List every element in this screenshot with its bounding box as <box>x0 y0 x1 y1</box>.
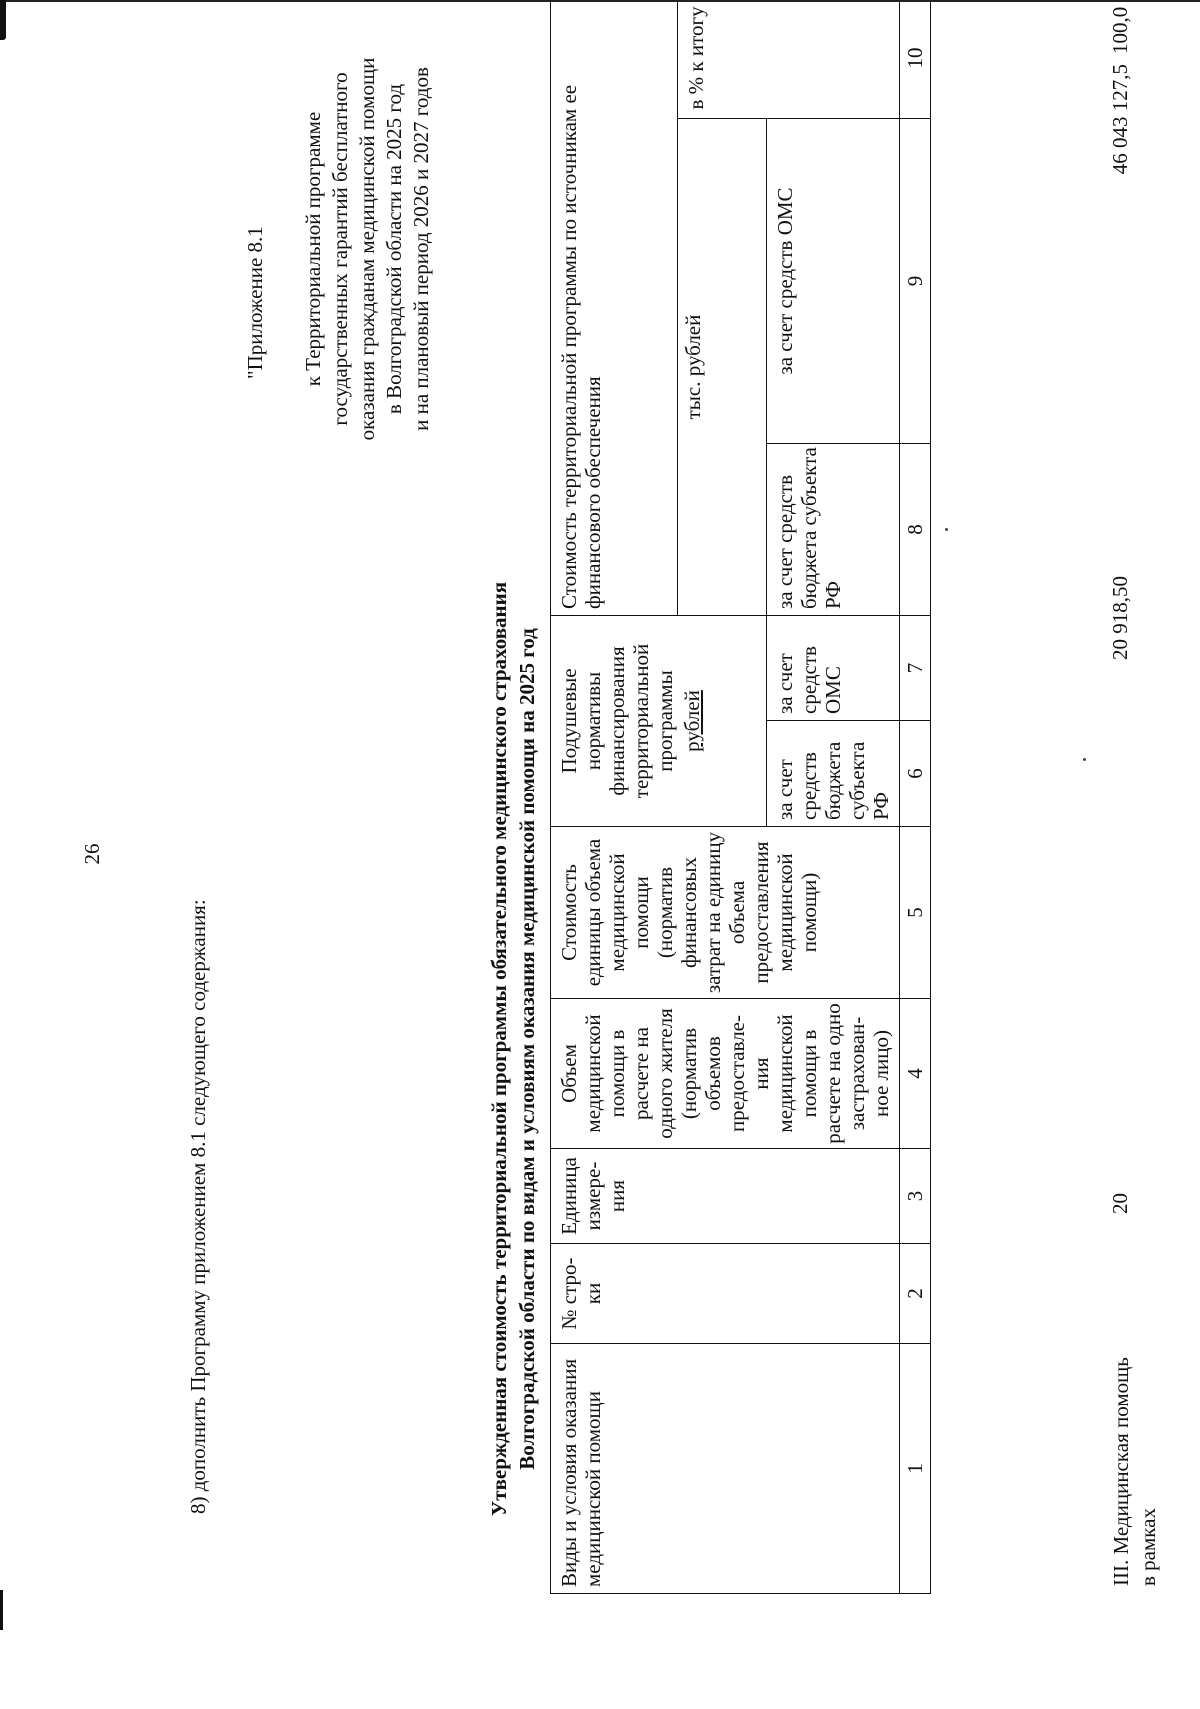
column-number-cell: 7 <box>900 616 931 721</box>
header-col8-budget: за счет средств бюджета субъекта РФ <box>767 444 900 616</box>
column-number-cell: 4 <box>900 999 931 1149</box>
column-number-cell: 1 <box>900 1344 931 1594</box>
appendix-basis-line: и на плановый период 2026 и 2027 годов <box>409 67 433 431</box>
row-label: III. Медицинская помощь в рамках <box>1109 1357 1160 1586</box>
intro-text: 8) дополнить Программу приложением 8.1 следующего содержания: <box>186 899 210 1514</box>
header-unit-rubles <box>677 616 767 827</box>
appendix-basis <box>300 0 435 509</box>
header-col7-oms: за счет средств ОМС <box>767 616 900 721</box>
header-program-cost: Стоимость территориальной программы по источникам ее финансового обеспечения <box>551 0 678 616</box>
column-number-cell: 6 <box>900 721 931 827</box>
header-per-capita-norms <box>551 616 678 827</box>
unit-rubles-label: рублей <box>680 690 704 752</box>
header-unit-cost: Стоимость единицы объема медицинской помощи (норматив финансовых затрат на единицу объема предоставления медицинской помощи) <box>551 827 900 999</box>
header-col6-budget: за счет средств бюджета субъекта РФ <box>767 721 900 827</box>
document-title-line: Волгоградской области по видам и условиям оказания медицинской помощи на 2025 год <box>515 628 539 1470</box>
table-row <box>1100 0 1180 1594</box>
appendix-basis-line: оказания гражданам медицинской помощи <box>355 57 379 441</box>
scan-speck <box>945 528 948 531</box>
table-header-row <box>551 0 678 1594</box>
column-number-row <box>900 0 931 1594</box>
row-value-oms-total: 46 043 127,5 <box>1108 64 1132 175</box>
header-unit: Единица измере-ния <box>551 1149 900 1244</box>
scan-speck <box>1083 758 1086 761</box>
header-unit-thousand-rubles: тыс. рублей <box>677 119 767 616</box>
page-number: 26 <box>80 843 104 865</box>
document-title-line: Утвержденная стоимость территориальной программы обязательного медицинского страхования <box>487 581 511 1517</box>
column-number-cell: 3 <box>900 1149 931 1244</box>
column-number-cell: 5 <box>900 827 931 999</box>
appendix-basis-line: государственных гарантий бесплатного <box>328 72 352 426</box>
header-volume: Объем медицинской помощи в расчете на одного жителя (норматив объемов предоставле-ния медицинской помощи в расчете на одно застрахован-ное лицо) <box>551 999 900 1149</box>
cost-table <box>550 0 931 1594</box>
row-value-percent: 100,0 <box>1108 6 1132 54</box>
header-row-number: № стро-ки <box>551 1244 900 1344</box>
appendix-label: "Приложение 8.1 <box>243 226 267 379</box>
document-title <box>485 419 541 1679</box>
column-number-cell: 10 <box>900 0 931 119</box>
header-per-capita-norms-text: Подушевые нормативы финансирования территориальной программы <box>557 643 677 799</box>
appendix-basis-line: в Волгоградской области на 2025 год <box>382 83 406 415</box>
column-number-cell: 2 <box>900 1244 931 1344</box>
header-percent-of-total: в % к итогу <box>677 0 900 119</box>
column-number-cell: 8 <box>900 444 931 616</box>
header-col9-oms: за счет средств ОМС <box>767 119 900 444</box>
row-value-oms-per-capita: 20 918,50 <box>1108 576 1132 660</box>
column-number-cell: 9 <box>900 119 931 444</box>
appendix-basis-line: к Территориальной программе <box>301 111 325 387</box>
header-kinds-conditions: Виды и условия оказания медицинской помощи <box>551 1344 900 1594</box>
row-number: 20 <box>1108 1193 1132 1214</box>
